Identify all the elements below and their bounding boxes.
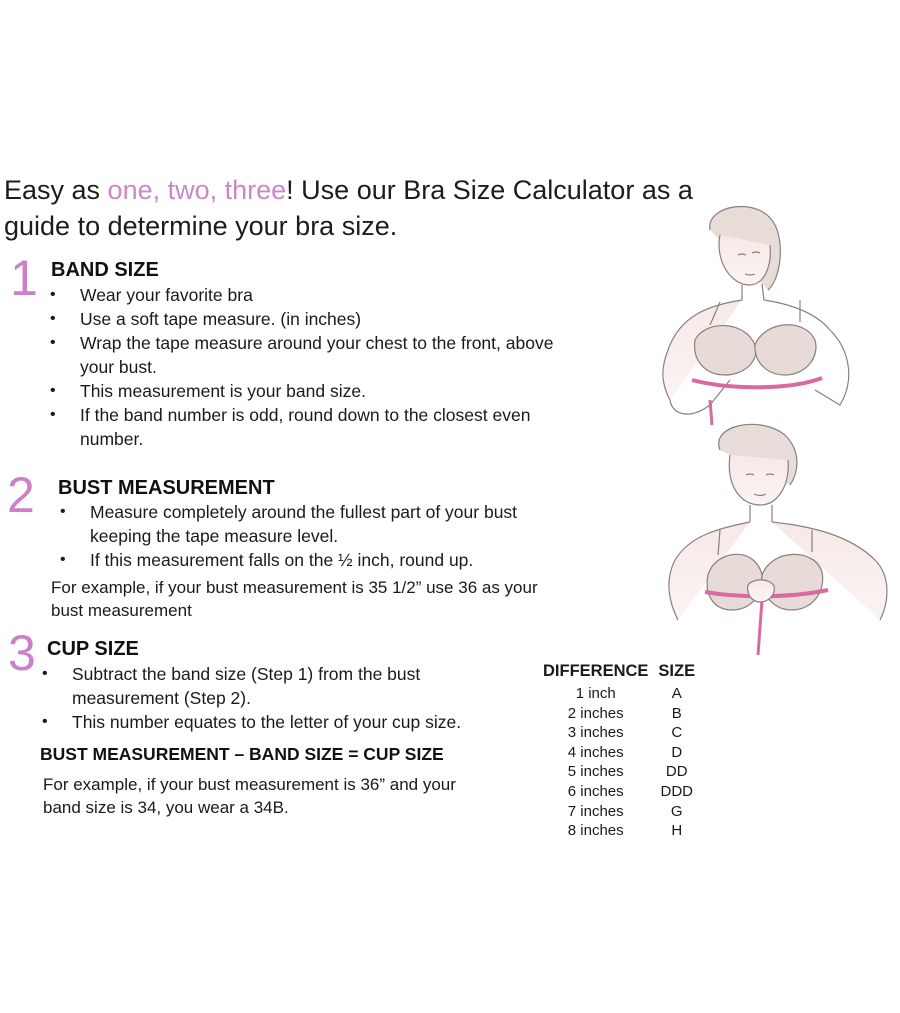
table-cell: G <box>670 802 683 820</box>
cup-size-formula: BUST MEASUREMENT – BAND SIZE = CUP SIZE <box>40 744 444 764</box>
list-item: • This measurement is your band size. <box>50 379 590 403</box>
step-1-heading: BAND SIZE <box>51 259 159 281</box>
list-item: • Subtract the band size (Step 1) from the bust measurement (Step 2). <box>42 662 432 710</box>
list-item: • Measure completely around the fullest part of your bust keeping the tape measure level. <box>60 500 570 548</box>
step-2-example: For example, if your bust measurement is 35 1/2” use 36 as your bust measurement <box>51 578 538 620</box>
tape-end-icon <box>758 600 762 655</box>
title-line2: guide to determine your bra size. <box>4 211 398 241</box>
table-cell: DDD <box>660 782 694 800</box>
bust-measure-illustration-icon <box>669 424 887 620</box>
step-2-number: 2 <box>7 467 35 523</box>
table-cell: 3 inches <box>567 724 624 742</box>
step-3-example: For example, if your bust measurement is 36” and your band size is 34, you wear a 34B. <box>43 775 456 817</box>
step-2-list <box>60 500 570 572</box>
table-row <box>538 802 700 822</box>
measurement-illustrations <box>650 200 900 660</box>
table-cell: 5 inches <box>567 763 624 781</box>
title-rest: ! Use our Bra Size Calculator as a <box>286 175 693 205</box>
table-cell: 1 inch <box>575 685 616 702</box>
table-cell: D <box>671 743 683 761</box>
table-row <box>538 704 700 724</box>
table-cell: C <box>671 724 683 742</box>
table-cell: H <box>671 822 683 840</box>
table-row <box>538 821 700 841</box>
list-item: • Wear your favorite bra <box>50 283 590 307</box>
list-item: • If the band number is odd, round down to the closest even number. <box>50 403 560 451</box>
step-1-number: 1 <box>10 250 38 306</box>
table-row <box>538 743 700 763</box>
table-header-difference: DIFFERENCE <box>543 662 649 680</box>
table-cell: 6 inches <box>567 782 624 800</box>
title-highlight: one, two, three <box>107 175 287 205</box>
list-item: • Wrap the tape measure around your chest to the front, above your bust. <box>50 331 590 379</box>
title-lead: Easy as <box>4 175 108 205</box>
step-3-heading: CUP SIZE <box>47 638 139 660</box>
table-cell: 8 inches <box>567 822 624 840</box>
table-cell: 7 inches <box>567 802 624 820</box>
table-row <box>538 782 700 802</box>
table-cell: A <box>671 685 682 702</box>
tape-end-icon <box>710 400 712 425</box>
table-header-size: SIZE <box>658 662 696 680</box>
table-cell: DD <box>665 763 688 781</box>
step-3-number: 3 <box>8 625 36 681</box>
table-cell: B <box>671 704 682 722</box>
list-item: • Use a soft tape measure. (in inches) <box>50 307 590 331</box>
cup-size-table <box>538 662 700 841</box>
table-row <box>538 684 700 704</box>
table-row <box>538 762 700 782</box>
table-row <box>538 723 700 743</box>
list-item: • If this measurement falls on the ½ inch, round up. <box>60 548 570 572</box>
tape-measure-icon <box>692 378 822 387</box>
step-2-heading: BUST MEASUREMENT <box>58 477 275 499</box>
step-3-list <box>42 662 522 734</box>
table-header-row <box>538 662 700 684</box>
step-1-list <box>50 283 590 451</box>
table-cell: 4 inches <box>567 743 624 761</box>
list-item: • This number equates to the letter of your cup size. <box>42 710 522 734</box>
band-measure-illustration-icon <box>663 206 849 414</box>
table-cell: 2 inches <box>567 704 624 722</box>
